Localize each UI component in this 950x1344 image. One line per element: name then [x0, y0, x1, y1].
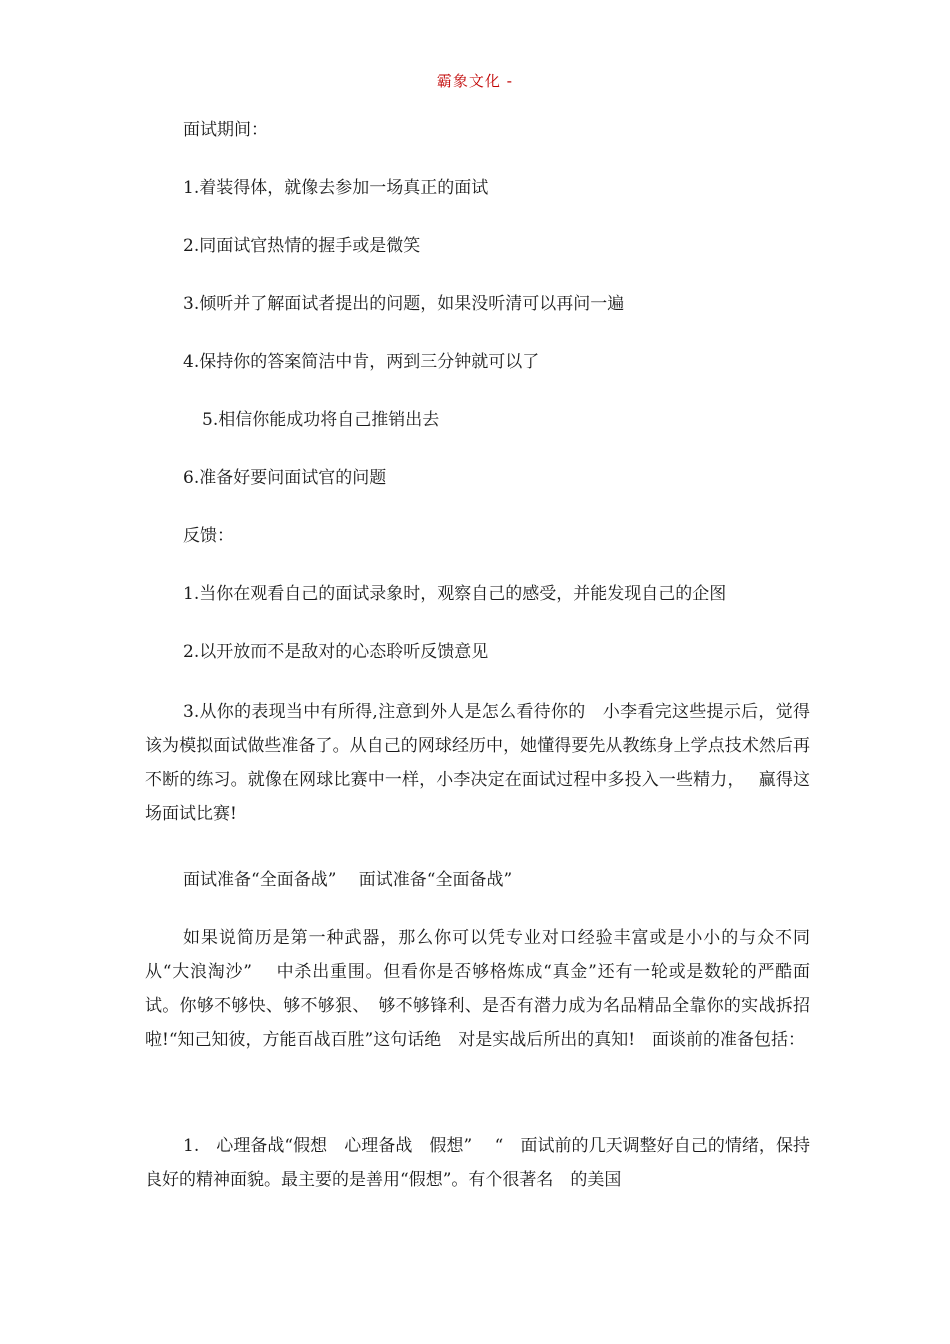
feedback-item-1: 1.当你在观看自己的面试录象时，观察自己的感受，并能发现自己的企图 — [183, 584, 727, 604]
interview-item-2: 2.同面试官热情的握手或是微笑 — [183, 236, 421, 256]
feedback-item-2: 2.以开放而不是敌对的心态聆听反馈意见 — [183, 642, 489, 662]
paragraph-prep-title: 面试准备“全面备战” 面试准备“全面备战” — [183, 870, 513, 890]
paragraph-mental-prep: 1. 心理备战“假想 心理备战 假想” “ 面试前的几天调整好自己的情绪，保持良好的精神面貌。最主要的是善用“假想”。有个很著名 的美国 — [145, 1136, 810, 1190]
interview-item-3: 3.倾听并了解面试者提出的问题，如果没听清可以再问一遍 — [183, 294, 625, 314]
paragraph-practice: 3.从你的表现当中有所得,注意到外人是怎么看待你的 小李看完这些提示后，觉得该为模拟面试做些准备了。从自己的网球经历中，她懂得要先从教练身上学点技术然后再不断的练习。就像在网球比赛中一样，小李决定在面试过程中多投入一些精力， 赢得这场面试比赛! — [145, 702, 810, 824]
interview-item-4: 4.保持你的答案简洁中肯，两到三分钟就可以了 — [183, 352, 540, 372]
page-header: 霸象文化 - — [436, 72, 514, 90]
paragraph-resume: 如果说简历是第一种武器，那么你可以凭专业对口经验丰富或是小小的与众不同从“大浪淘沙” 中杀出重围。但看你是否够格炼成“真金”还有一轮或是数轮的严酷面试。你够不够快、够不够狠、 够不够锋利、是否有潜力成为名品精品全靠你的实战拆招啦!“知己知彼，方能百战百胜”这句话绝 对是实战后所出的真知! 面谈前的准备包括： — [145, 928, 810, 1050]
interview-item-5: 5.相信你能成功将自己推销出去 — [202, 410, 440, 430]
interview-item-6: 6.准备好要问面试官的问题 — [183, 468, 387, 488]
feedback-heading: 反馈： — [183, 526, 234, 546]
interview-heading: 面试期间： — [183, 120, 268, 140]
interview-item-1: 1.着装得体，就像去参加一场真正的面试 — [183, 178, 489, 198]
